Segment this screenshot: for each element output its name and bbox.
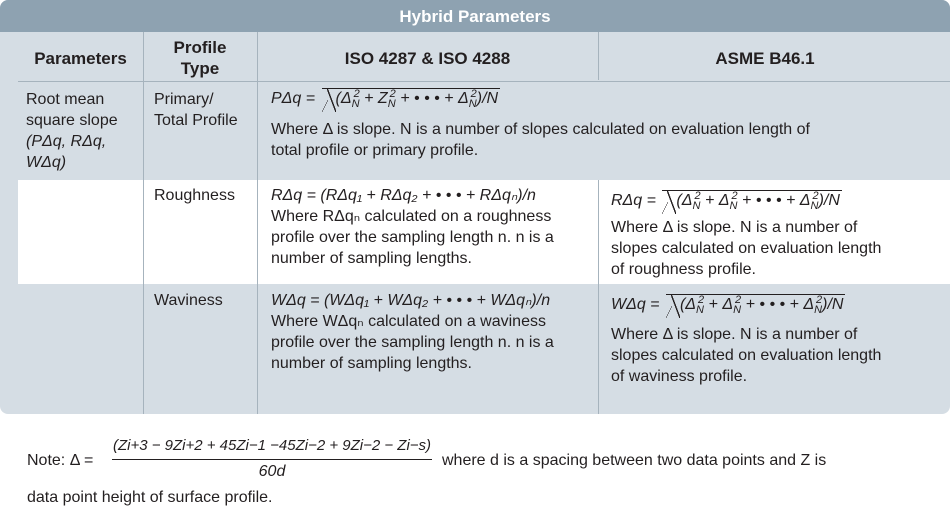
waviness-iso-formula: WΔq = (WΔq₁ + WΔq₂ + • • • + WΔqₙ)/n [271, 292, 551, 309]
description-line1: Where WΔqₙ calculated on a waviness [271, 313, 546, 330]
note-suffix: where d is a spacing between two data points and Z is [442, 452, 827, 469]
parameter-name-line1: Root mean [26, 91, 105, 108]
formula-lhs: PΔq [271, 90, 302, 107]
description-line1: Where Δ is slope. N is a number of [611, 326, 858, 343]
profile-type-waviness: Waviness [154, 292, 223, 309]
description-line2: profile over the sampling length n. n is a [271, 229, 554, 246]
roughness-iso-description [271, 206, 596, 269]
waviness-asme-description [611, 324, 941, 387]
description-line2: profile over the sampling length n. n is a [271, 334, 554, 351]
waviness-asme-formula: $W\Delta q = (\Delta_N^2 + \Delta_N^2$ + • • • + $\Delta_N^2)/N$ [611, 293, 844, 317]
description-line3: of waviness profile. [611, 368, 748, 385]
roughness-asme-formula: $R\Delta q = (\Delta_N^2 + \Delta_N^2$ + • • • + $\Delta_N^2)/N$ [611, 189, 840, 213]
note-line2: data point height of surface profile. [27, 489, 273, 506]
header-profile-type [143, 37, 257, 79]
header-divider [18, 81, 950, 82]
header-parameters: Parameters [34, 49, 127, 68]
table-title: Hybrid Parameters [0, 0, 950, 32]
profile-type-line1: Primary/ [154, 91, 214, 108]
description-line3: number of sampling lengths. [271, 355, 472, 372]
column-divider [143, 32, 144, 414]
header-profile-type-line1: Profile [173, 38, 227, 57]
profile-type-roughness: Roughness [154, 187, 235, 204]
parameter-name-line2: square slope [26, 112, 118, 129]
roughness-asme-description [611, 217, 941, 280]
note-label: Note: Δ = [27, 452, 94, 469]
formula-lhs: WΔq [611, 296, 646, 313]
roughness-iso-formula: RΔq = (RΔq₁ + RΔq₂ + • • • + RΔqₙ)/n [271, 187, 536, 204]
profile-type-primary [154, 89, 257, 131]
profile-type-line2: Total Profile [154, 112, 238, 129]
parameter-symbols-line2: WΔq) [26, 154, 67, 171]
fraction-bar [112, 459, 432, 460]
note-prefix [27, 450, 93, 471]
description-line3: number of sampling lengths. [271, 250, 472, 267]
description-line2: slopes calculated on evaluation length [611, 240, 882, 257]
header-iso: ISO 4287 & ISO 4288 [344, 49, 511, 68]
description-line1: Where Δ is slope. N is a number of [611, 219, 858, 236]
description-line1: Where RΔqₙ calculated on a roughness [271, 208, 552, 225]
parameter-symbols-line1: (PΔq, RΔq, [26, 133, 107, 150]
formula-lhs: RΔq [611, 192, 643, 209]
note-denominator: 60d [258, 463, 286, 480]
primary-formula: $P\Delta q = (\Delta_N^2 + Z_N^2$ + • • • + $\Delta_N^2)/N$ [271, 87, 499, 111]
parameter-name [26, 89, 142, 173]
column-divider [598, 180, 599, 414]
primary-description [271, 119, 941, 161]
column-divider [257, 32, 258, 414]
note-numerator: (Zi+3 − 9Zi+2 + 45Zi−1 −45Zi−2 + 9Zi−2 − Zi−s) [112, 437, 432, 454]
header-asme: ASME B46.1 [715, 49, 815, 68]
description-line2: total profile or primary profile. [271, 142, 479, 159]
description-line2: slopes calculated on evaluation length [611, 347, 882, 364]
description-line3: of roughness profile. [611, 261, 756, 278]
description-line1: Where Δ is slope. N is a number of slopes calculated on evaluation length of [271, 121, 810, 138]
header-profile-type-line2: Type [180, 59, 220, 78]
waviness-iso-description [271, 311, 596, 374]
